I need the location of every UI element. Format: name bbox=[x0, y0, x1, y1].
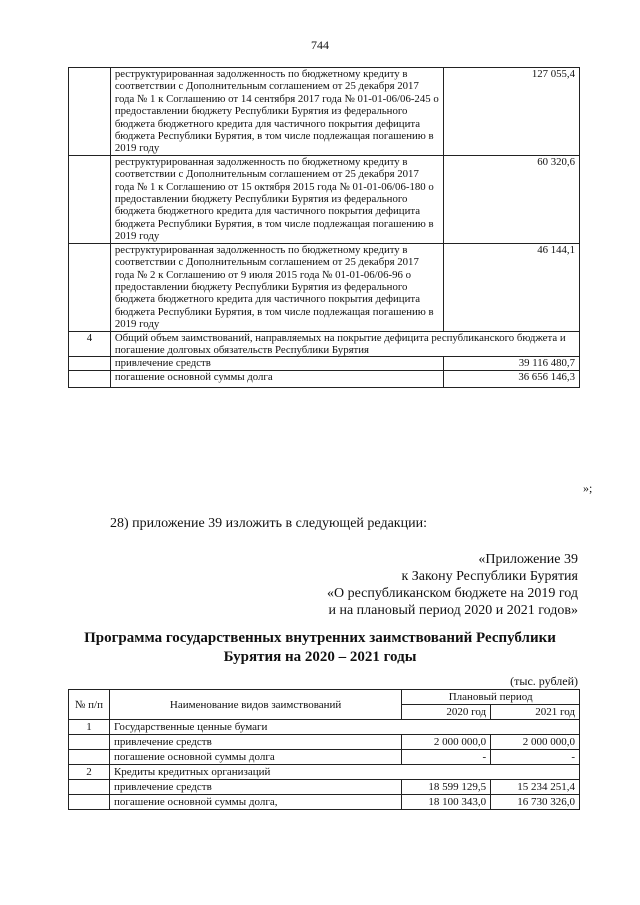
appendix-header bbox=[327, 551, 578, 619]
row-label: погашение основной суммы долга, bbox=[109, 795, 401, 810]
value-2021: 15 234 251,4 bbox=[491, 780, 580, 795]
table-row bbox=[69, 735, 580, 750]
row-description: реструктурированная задолженность по бюджетному кредиту в соответствии с Дополнительным соглашением от 25 декабря 2017 года № 2 к Соглашению от 9 июля 2015 года № 01-01-06/06-96 о предоставлении бюджету Республики Бурятия из федерального бюджета бюджетного кредита для частичного покрытия дефицита бюджета Республики Бурятия, в том числе подлежащая погашению в 2019 году bbox=[110, 243, 444, 331]
row-number-cell bbox=[69, 68, 111, 156]
header-num: № п/п bbox=[69, 690, 110, 720]
row-amount: 46 144,1 bbox=[444, 243, 580, 331]
row-number-cell bbox=[69, 357, 111, 370]
table-row bbox=[69, 795, 580, 810]
closing-quote-mark: »; bbox=[583, 481, 593, 495]
table-row bbox=[69, 780, 580, 795]
appendix-line: к Закону Республики Бурятия bbox=[401, 569, 578, 584]
row-label: привлечение средств bbox=[110, 357, 444, 370]
table-row bbox=[69, 370, 580, 387]
row-number-cell bbox=[69, 795, 110, 810]
appendix-line: «Приложение 39 bbox=[478, 552, 578, 567]
section-row bbox=[69, 765, 580, 780]
units-label: (тыс. рублей) bbox=[510, 674, 578, 688]
appendix-line: «О республиканском бюджете на 2019 год bbox=[327, 586, 578, 601]
value-2020: 2 000 000,0 bbox=[402, 735, 491, 750]
table-row bbox=[69, 155, 580, 243]
row-amount: 39 116 480,7 bbox=[444, 357, 580, 370]
row-amount: 60 320,6 bbox=[444, 155, 580, 243]
appendix-line: и на плановый период 2020 и 2021 годов» bbox=[328, 603, 578, 618]
header-year-2020: 2020 год bbox=[402, 705, 491, 720]
row-amount: 127 055,4 bbox=[444, 68, 580, 156]
section-number: 1 bbox=[69, 720, 110, 735]
row-number-cell bbox=[69, 750, 110, 765]
value-2021: 16 730 326,0 bbox=[491, 795, 580, 810]
row-number-cell bbox=[69, 780, 110, 795]
row-amount: 36 656 146,3 bbox=[444, 370, 580, 387]
row-label: погашение основной суммы долга bbox=[109, 750, 401, 765]
amendment-text: 28) приложение 39 изложить в следующей редакции: bbox=[110, 516, 427, 531]
section-number: 2 bbox=[69, 765, 110, 780]
program-title: Программа государственных внутренних заимствований Республики Бурятия на 2020 – 2021 годы bbox=[84, 630, 556, 665]
row-label: привлечение средств bbox=[109, 780, 401, 795]
row-label: погашение основной суммы долга bbox=[110, 370, 444, 387]
value-2020: 18 100 343,0 bbox=[402, 795, 491, 810]
value-2020: - bbox=[402, 750, 491, 765]
value-2020: 18 599 129,5 bbox=[402, 780, 491, 795]
table-row bbox=[69, 357, 580, 370]
page-number: 744 bbox=[311, 38, 329, 52]
borrowings-table-continued bbox=[68, 67, 580, 388]
row-label: привлечение средств bbox=[109, 735, 401, 750]
section-row bbox=[69, 331, 580, 357]
header-period: Плановый период bbox=[402, 690, 580, 705]
header-year-2021: 2021 год bbox=[491, 705, 580, 720]
row-description: реструктурированная задолженность по бюджетному кредиту в соответствии с Дополнительным соглашением от 25 декабря 2017 года № 1 к Соглашению от 14 сентября 2017 года № 01-01-06/06-245 о предоставлении бюджету Республики Бурятия из федерального бюджета бюджетного кредита для частичного покрытия дефицита бюджета Республики Бурятия, в том числе подлежащая погашению в 2019 году bbox=[110, 68, 444, 156]
header-name: Наименование видов заимствований bbox=[109, 690, 401, 720]
section-number: 4 bbox=[69, 331, 111, 357]
section-title: Общий объем заимствований, направляемых на покрытие дефицита республиканского бюджета и погашение долговых обязательств Республики Бурятия bbox=[110, 331, 579, 357]
value-2021: - bbox=[491, 750, 580, 765]
table-row bbox=[69, 243, 580, 331]
row-number-cell bbox=[69, 370, 111, 387]
header-row bbox=[69, 690, 580, 705]
row-description: реструктурированная задолженность по бюджетному кредиту в соответствии с Дополнительным соглашением от 25 декабря 2017 года № 1 к Соглашению от 15 октября 2015 года № 01-01-06/06-180 о предоставлении бюджету Республики Бурятия из федерального бюджета бюджетного кредита для частичного покрытия дефицита бюджета Республики Бурятия, в том числе подлежащая погашению в 2019 году bbox=[110, 155, 444, 243]
section-row bbox=[69, 720, 580, 735]
table-row bbox=[69, 750, 580, 765]
section-title: Государственные ценные бумаги bbox=[109, 720, 579, 735]
row-number-cell bbox=[69, 735, 110, 750]
value-2021: 2 000 000,0 bbox=[491, 735, 580, 750]
row-number-cell bbox=[69, 155, 111, 243]
borrowing-program-table bbox=[68, 689, 580, 810]
section-title: Кредиты кредитных организаций bbox=[109, 765, 579, 780]
table-row bbox=[69, 68, 580, 156]
row-number-cell bbox=[69, 243, 111, 331]
